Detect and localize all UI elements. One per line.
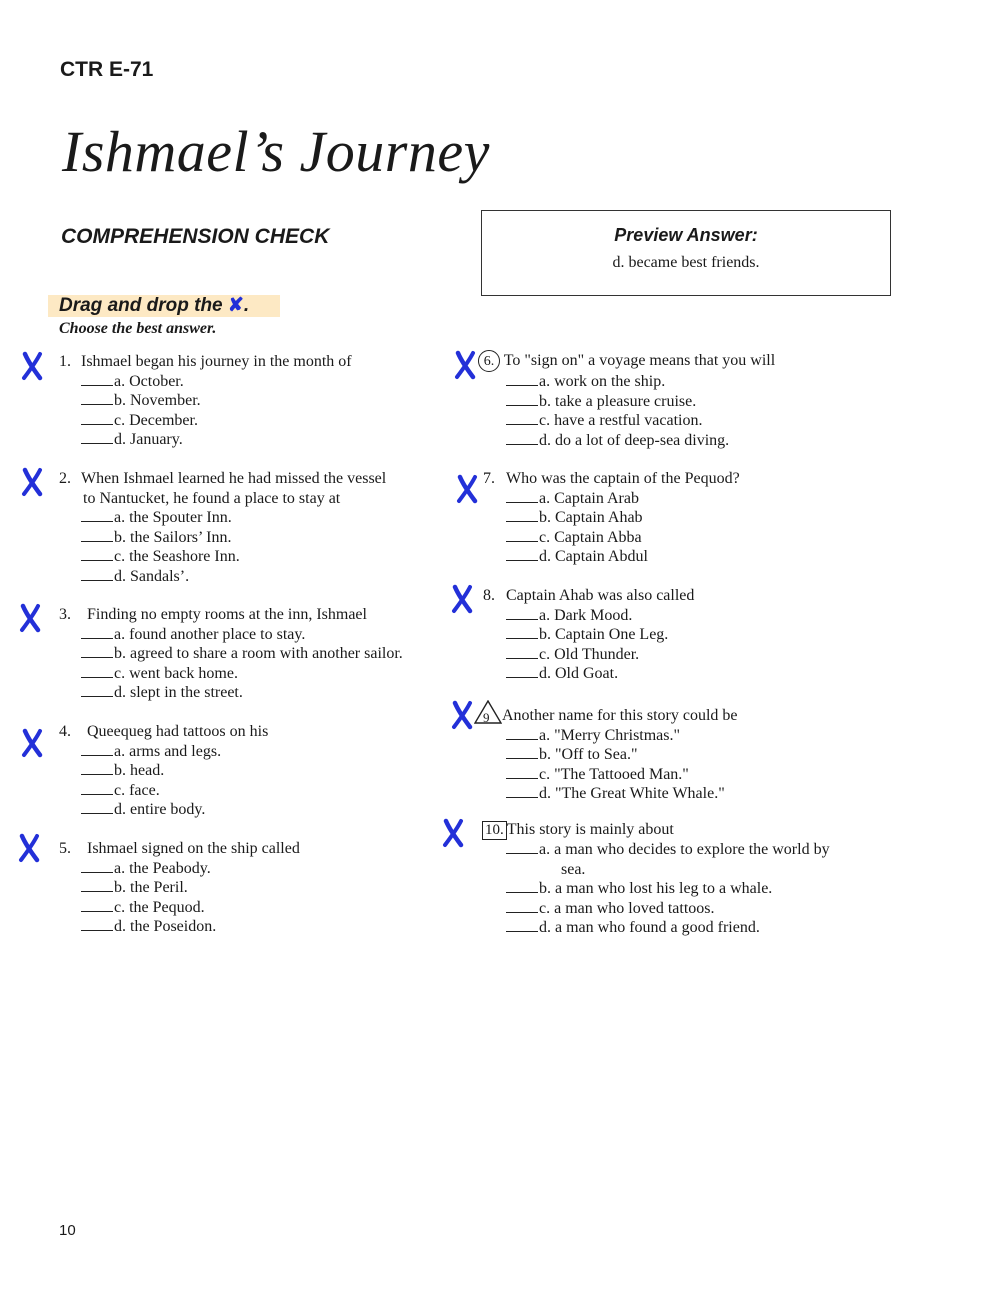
option[interactable]: d. entire body. xyxy=(59,800,268,820)
question-number: 8. xyxy=(483,587,495,604)
draggable-x-mark-5[interactable] xyxy=(16,833,42,863)
answer-blank[interactable] xyxy=(506,431,538,445)
answer-blank[interactable] xyxy=(506,918,538,932)
answer-blank[interactable] xyxy=(506,664,538,678)
option[interactable]: a. the Spouter Inn. xyxy=(59,508,386,528)
question-10 xyxy=(482,820,830,938)
option-continued: sea. xyxy=(561,860,586,878)
preview-heading: Preview Answer: xyxy=(614,225,758,245)
question-stem: Another name for this story could be xyxy=(502,707,738,724)
option[interactable]: d. the Poseidon. xyxy=(59,917,300,937)
option[interactable]: c. went back home. xyxy=(59,664,403,684)
answer-blank[interactable] xyxy=(81,664,113,678)
option[interactable]: a. work on the ship. xyxy=(478,372,775,392)
option[interactable]: c. "The Tattooed Man." xyxy=(474,765,738,785)
option[interactable]: a. Captain Arab xyxy=(483,489,740,509)
question-number: 2. xyxy=(59,470,71,487)
option[interactable]: c. the Seashore Inn. xyxy=(59,547,386,567)
option[interactable]: a. found another place to stay. xyxy=(59,625,403,645)
draggable-x-mark-2[interactable] xyxy=(19,467,45,497)
choose-instruction: Choose the best answer. xyxy=(59,320,217,337)
question-stem: To "sign on" a voyage means that you will xyxy=(503,352,776,369)
answer-blank[interactable] xyxy=(81,508,113,522)
answer-blank[interactable] xyxy=(506,784,538,798)
answer-blank[interactable] xyxy=(506,508,538,522)
draggable-x-mark-1[interactable] xyxy=(19,351,45,381)
answer-blank[interactable] xyxy=(506,625,538,639)
option[interactable]: c. the Pequod. xyxy=(59,898,300,918)
question-1 xyxy=(59,352,352,450)
option[interactable]: a. "Merry Christmas." xyxy=(474,726,738,746)
answer-blank[interactable] xyxy=(506,879,538,893)
question-stem: Finding no empty rooms at the inn, Ishmael xyxy=(87,606,367,623)
option[interactable]: d. a man who found a good friend. xyxy=(482,918,830,938)
question-number: 1. xyxy=(59,353,71,370)
draggable-x-mark-9[interactable] xyxy=(449,700,475,730)
drag-instruction-text: Drag and drop the xyxy=(59,295,223,316)
answer-blank[interactable] xyxy=(506,489,538,503)
option[interactable]: c. Old Thunder. xyxy=(483,645,694,665)
answer-blank[interactable] xyxy=(81,547,113,561)
answer-blank[interactable] xyxy=(506,411,538,425)
answer-blank[interactable] xyxy=(81,878,113,892)
question-number: 5. xyxy=(59,840,71,857)
triangle-question-number: 9 xyxy=(474,700,502,724)
question-number: 3. xyxy=(59,606,71,623)
question-6 xyxy=(478,350,775,450)
answer-blank[interactable] xyxy=(81,683,113,697)
option[interactable]: b. the Peril. xyxy=(59,878,300,898)
option[interactable]: b. "Off to Sea." xyxy=(474,745,738,765)
question-4 xyxy=(59,722,268,820)
question-stem: Captain Ahab was also called xyxy=(506,587,695,604)
option[interactable]: b. take a pleasure cruise. xyxy=(478,392,775,412)
option[interactable]: c. a man who loved tattoos. xyxy=(482,899,830,919)
answer-blank[interactable] xyxy=(81,761,113,775)
answer-blank[interactable] xyxy=(81,859,113,873)
question-number: 4. xyxy=(59,723,71,740)
draggable-x-mark-7[interactable] xyxy=(454,474,480,504)
option[interactable]: d. do a lot of deep-sea diving. xyxy=(478,431,775,451)
question-9 xyxy=(474,700,738,804)
option[interactable]: b. the Sailors’ Inn. xyxy=(59,528,386,548)
answer-blank[interactable] xyxy=(506,899,538,913)
x-mark-icon: ✘ xyxy=(227,295,244,316)
question-5 xyxy=(59,839,300,937)
answer-blank[interactable] xyxy=(506,606,538,620)
option[interactable]: c. December. xyxy=(59,411,352,431)
option[interactable]: b. head. xyxy=(59,761,268,781)
question-stem: Who was the captain of the Pequod? xyxy=(506,470,740,487)
circled-question-number: 6. xyxy=(478,350,500,372)
option[interactable]: b. Captain One Leg. xyxy=(483,625,694,645)
worksheet-code: CTR E-71 xyxy=(60,58,154,81)
option[interactable]: b. agreed to share a room with another sailor. xyxy=(59,644,403,664)
draggable-x-mark-10[interactable] xyxy=(440,818,466,848)
preview-answer: d. became best friends. xyxy=(612,254,760,271)
option[interactable]: a. October. xyxy=(59,372,352,392)
answer-blank[interactable] xyxy=(81,411,113,425)
option[interactable]: a. the Peabody. xyxy=(59,859,300,879)
page-title: Ishmael’s Journey xyxy=(62,119,490,184)
option[interactable]: b. November. xyxy=(59,391,352,411)
section-heading: COMPREHENSION CHECK xyxy=(61,225,330,248)
question-stem: Ishmael began his journey in the month of xyxy=(81,353,352,370)
option[interactable]: d. Old Goat. xyxy=(483,664,694,684)
question-stem: This story is mainly about xyxy=(506,821,674,838)
page-number: 10 xyxy=(59,1222,76,1239)
option[interactable]: b. Captain Ahab xyxy=(483,508,740,528)
preview-answer-box xyxy=(481,210,891,296)
option[interactable]: a. Dark Mood. xyxy=(483,606,694,626)
answer-blank[interactable] xyxy=(506,392,538,406)
answer-blank[interactable] xyxy=(506,528,538,542)
option[interactable]: a. a man who decides to explore the world by xyxy=(482,840,830,860)
drag-instruction xyxy=(48,295,280,317)
answer-blank[interactable] xyxy=(506,840,538,854)
answer-blank[interactable] xyxy=(81,372,113,386)
option[interactable]: c. Captain Abba xyxy=(483,528,740,548)
answer-blank[interactable] xyxy=(81,898,113,912)
option[interactable]: d. Sandals’. xyxy=(59,567,386,587)
question-stem: Ishmael signed on the ship called xyxy=(87,840,300,857)
question-8 xyxy=(483,586,694,684)
answer-blank[interactable] xyxy=(81,781,113,795)
answer-blank[interactable] xyxy=(506,547,538,561)
boxed-question-number: 10. xyxy=(482,821,507,840)
answer-blank[interactable] xyxy=(81,567,113,581)
answer-blank[interactable] xyxy=(506,372,538,386)
answer-blank[interactable] xyxy=(81,644,113,658)
drag-instruction-period: . xyxy=(243,295,250,316)
question-stem: When Ishmael learned he had missed the vessel xyxy=(81,470,387,487)
question-number: 7. xyxy=(483,470,495,487)
question-stem: Queequeg had tattoos on his xyxy=(87,723,269,740)
option[interactable]: d. Captain Abdul xyxy=(483,547,740,567)
draggable-x-mark-3[interactable] xyxy=(17,603,43,633)
option[interactable]: d. slept in the street. xyxy=(59,683,403,703)
answer-blank[interactable] xyxy=(81,625,113,639)
option[interactable]: b. a man who lost his leg to a whale. xyxy=(482,879,830,899)
answer-blank[interactable] xyxy=(81,430,113,444)
answer-blank[interactable] xyxy=(506,745,538,759)
answer-blank[interactable] xyxy=(81,917,113,931)
answer-blank[interactable] xyxy=(81,391,113,405)
question-7 xyxy=(483,469,740,567)
answer-blank[interactable] xyxy=(81,528,113,542)
draggable-x-mark-4[interactable] xyxy=(19,728,45,758)
answer-blank[interactable] xyxy=(81,742,113,756)
option[interactable]: c. face. xyxy=(59,781,268,801)
answer-blank[interactable] xyxy=(81,800,113,814)
option[interactable]: a. arms and legs. xyxy=(59,742,268,762)
option[interactable]: d. January. xyxy=(59,430,352,450)
answer-blank[interactable] xyxy=(506,765,538,779)
question-3 xyxy=(59,605,403,703)
option[interactable]: d. "The Great White Whale." xyxy=(474,784,738,804)
option[interactable]: c. have a restful vacation. xyxy=(478,411,775,431)
answer-blank[interactable] xyxy=(506,726,538,740)
draggable-x-mark-8[interactable] xyxy=(449,584,475,614)
answer-blank[interactable] xyxy=(506,645,538,659)
question-stem-continued: to Nantucket, he found a place to stay at xyxy=(83,489,341,507)
question-2 xyxy=(59,469,386,586)
draggable-x-mark-6[interactable] xyxy=(452,350,478,380)
